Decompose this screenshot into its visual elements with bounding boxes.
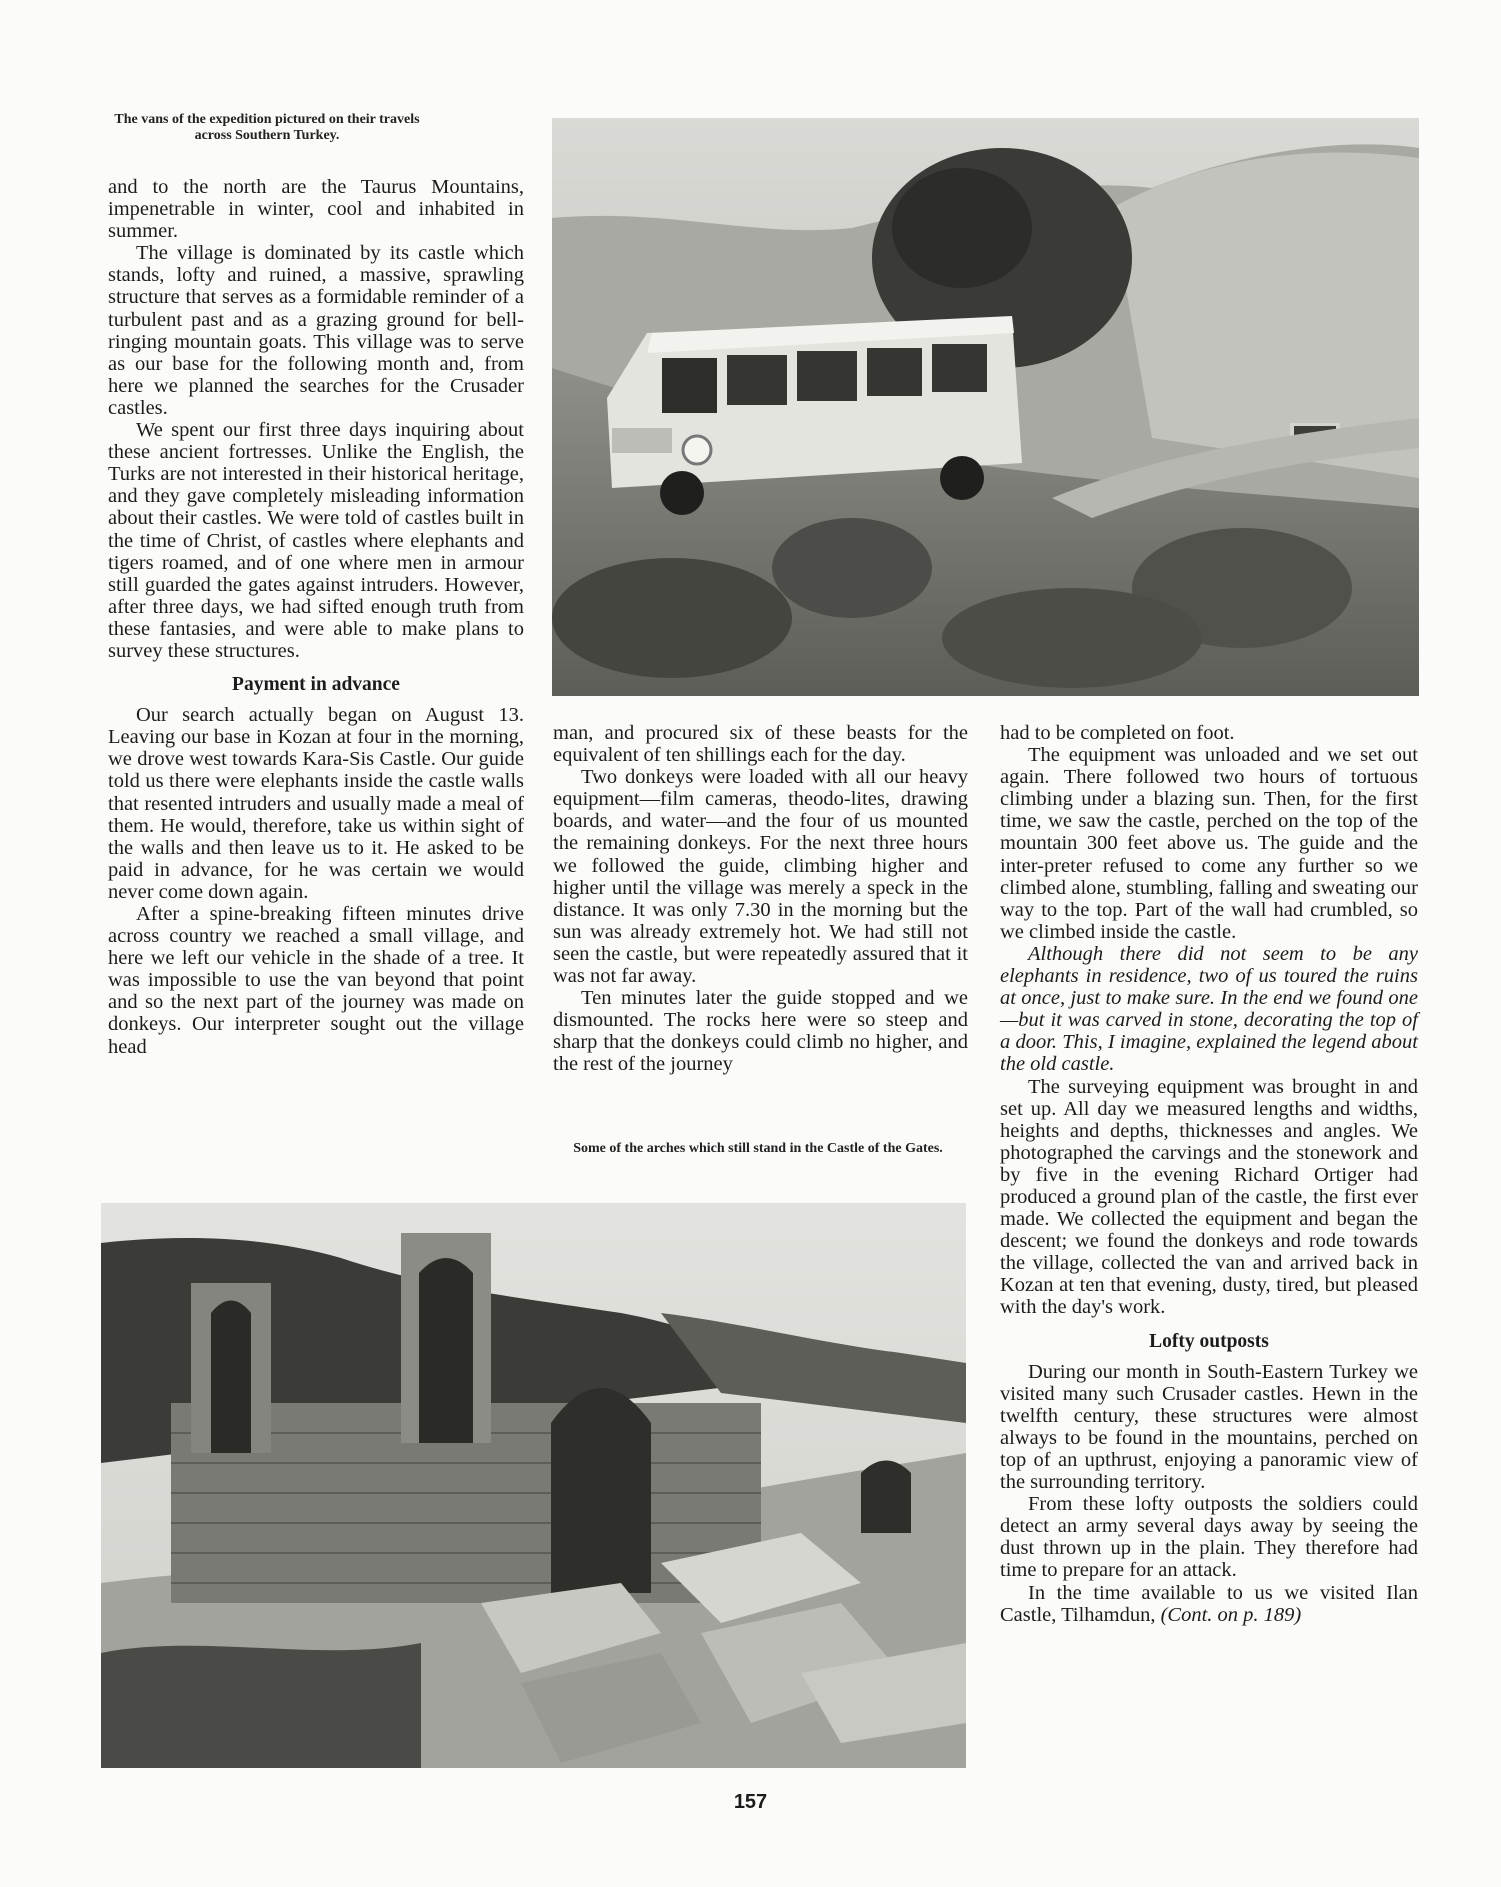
paragraph: man, and procured six of these beasts for the equivalent of ten shillings each for the day. bbox=[553, 722, 968, 767]
section-heading: Payment in advance bbox=[232, 674, 400, 696]
paragraph: had to be completed on foot. bbox=[1000, 722, 1235, 744]
van-photograph bbox=[552, 118, 1419, 696]
article-column-1 bbox=[108, 176, 524, 1058]
paragraph: Our search actually began on August 13. Leaving our base in Kozan at four in the morning, we drove west towards Kara-Sis Castle. Our guide told us there were elephants inside the castle walls that resented intruders and usually made a meal of them. He would, therefore, take us within sight of the walls and then leave us to it. He asked to be paid in advance, for he was certain we would never come down again. bbox=[108, 704, 524, 903]
paragraph bbox=[1000, 1582, 1418, 1626]
paragraph: From these lofty outposts the soldiers could detect an army several days away by seeing the dust thrown up in the plain. They therefore had time to prepare for an attack. bbox=[1000, 1493, 1418, 1582]
paragraph: The equipment was unloaded and we set out again. There followed two hours of tortuous climbing under a blazing sun. Then, for the first time, we saw the castle, perched on the top of the mountain 300 feet above us. The guide and the inter-preter refused to come any further so we climbed alone, stumbling, falling and sweating our way to the top. Part of the wall had crumbled, so we climbed inside the castle. bbox=[1000, 744, 1418, 943]
article-column-3 bbox=[1000, 722, 1418, 1626]
page-number: 157 bbox=[733, 1791, 768, 1813]
paragraph: The surveying equipment was brought in and set up. All day we measured lengths and widths, heights and depths, thicknesses and angles. We photographed the carvings and the stonework and by five in the evening Richard Ortiger had produced a ground plan of the castle, the first ever made. We collected the equipment and began the descent; we found the donkeys and rode towards the village, collected the van and arrived back in Kozan at ten that evening, dusty, tired, but pleased with the day's work. bbox=[1000, 1075, 1418, 1319]
section-heading: Lofty outposts bbox=[1149, 1330, 1269, 1352]
paragraph: Ten minutes later the guide stopped and we dismounted. The rocks here were so steep and sharp that the donkeys could climb no higher, and the rest of the journey bbox=[553, 987, 968, 1076]
italic-paragraph: Although there did not seem to be any elephants in residence, two of us toured the ruins at once, just to make sure. In the end we found one—but it was carved in stone, decorating the top of a door. This, I imagine, explained the legend about the old castle. bbox=[1000, 942, 1418, 1076]
paragraph: We spent our first three days inquiring about these ancient fortresses. Unlike the English, the Turks are not interested in their historical heritage, and they gave completely misleading information about their castles. We were told of castles built in the time of Christ, of castles where elephants and tigers roamed, and of one where men in armour still guarded the gates against intruders. However, after three days, we had sifted enough truth from these fantasies, and were able to make plans to survey these structures. bbox=[108, 419, 524, 662]
paragraph: Two donkeys were loaded with all our heavy equipment—film cameras, theodo-lites, drawing boards, and water—and the four of us mounted the remaining donkeys. For the next three hours we followed the guide, climbing higher and higher until the village was merely a speck in the distance. It was only 7.30 in the morning but the sun was already extremely hot. We had still not seen the castle, but were repeatedly assured that it was not far away. bbox=[553, 766, 968, 988]
van-photo-caption: The vans of the expedition pictured on their travels across Southern Turkey. bbox=[114, 112, 420, 143]
paragraph: The village is dominated by its castle which stands, lofty and ruined, a massive, sprawling structure that serves as a formidable reminder of a turbulent past and as a grazing ground for bell-ringing mountain goats. This village was to serve as our base for the following month and, from here we planned the searches for the Crusader castles. bbox=[108, 242, 524, 419]
paragraph: and to the north are the Taurus Mountains, impenetrable in winter, cool and inhabited in summer. bbox=[108, 176, 524, 243]
paragraph: During our month in South-Eastern Turkey we visited many such Crusader castles. Hewn in the twelfth century, these structures were almost always to be found in the mountains, perched on top of an upthrust, enjoying a panoramic view of the surrounding territory. bbox=[1000, 1360, 1418, 1494]
castle-arches-photograph bbox=[101, 1203, 966, 1768]
paragraph: After a spine-breaking fifteen minutes drive across country we reached a small village, and here we left our vehicle in the shade of a tree. It was impossible to use the van beyond that point and so the next part of the journey was made on donkeys. Our interpreter sought out the village head bbox=[108, 903, 524, 1058]
arches-photo-caption: Some of the arches which still stand in the Castle of the Gates. bbox=[573, 1141, 943, 1156]
article-column-2 bbox=[553, 722, 968, 1076]
continuation-note: (Cont. on p. 189) bbox=[1160, 1603, 1302, 1626]
paragraph-text: In the time available to us we visited Ilan Castle, Tilhamdun, bbox=[1000, 1581, 1418, 1626]
